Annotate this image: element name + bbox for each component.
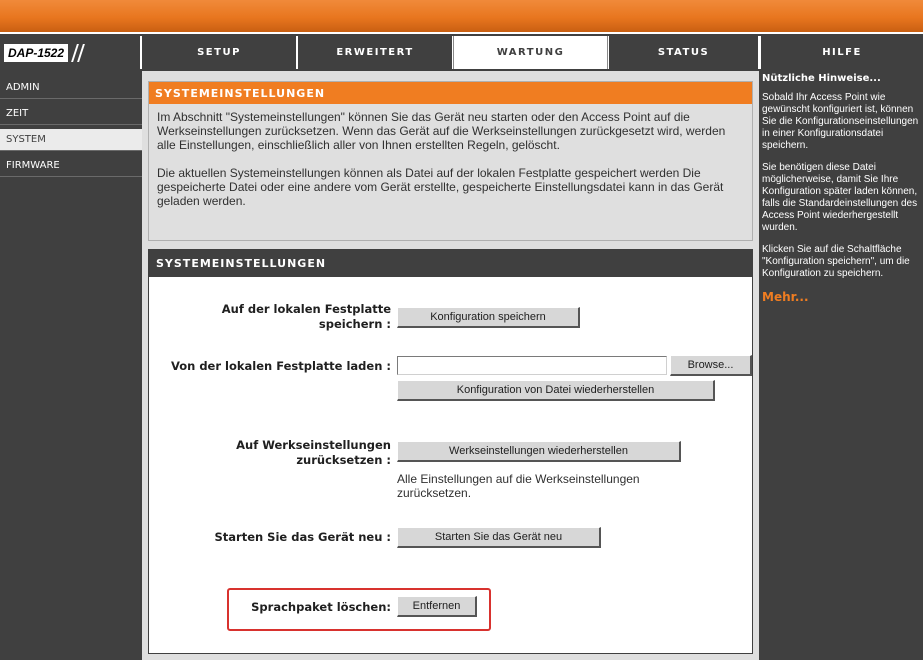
remove-language-pack-button[interactable]: Entfernen xyxy=(397,596,477,617)
intro-text xyxy=(149,104,752,214)
intro-panel xyxy=(148,81,753,241)
intro-paragraph: Im Abschnitt "Systemeinstellungen" können Sie das Gerät neu starten oder den Access Point auf die Werkseinstellungen zurücksetzen. Wenn das Gerät auf die Werkseinstellungen zurückgesetzt wird, werden alle Einstellungen, einschließlich aller von Ihnen erstellten Regeln, gelöscht. xyxy=(157,110,726,152)
factory-reset-label-line: zurücksetzen : xyxy=(296,453,391,467)
top-navigation xyxy=(0,36,923,69)
help-title: Nützliche Hinweise... xyxy=(762,73,881,84)
save-config-label xyxy=(209,302,391,332)
settings-panel xyxy=(148,249,753,654)
browse-button[interactable]: Browse... xyxy=(670,355,752,376)
tab-wartung[interactable]: WARTUNG xyxy=(453,36,608,69)
load-config-label: Von der lokalen Festplatte laden : xyxy=(170,359,391,373)
reboot-button[interactable]: Starten Sie das Gerät neu xyxy=(397,527,601,548)
tab-hilfe[interactable]: HILFE xyxy=(761,36,923,69)
save-config-button[interactable]: Konfiguration speichern xyxy=(397,307,580,328)
settings-title: SYSTEMEINSTELLUNGEN xyxy=(149,250,752,277)
intro-title: SYSTEMEINSTELLUNGEN xyxy=(149,82,752,104)
top-banner xyxy=(0,0,923,34)
help-paragraph: Sobald Ihr Access Point wie gewünscht konfiguriert ist, können Sie die Konfigurationseinstellungen in einer Konfigurationsdatei speichern. xyxy=(762,92,919,151)
sidebar-item-system[interactable]: SYSTEM xyxy=(0,129,142,151)
main-content xyxy=(142,71,759,660)
sidebar-item-admin[interactable]: ADMIN xyxy=(0,77,142,99)
intro-paragraph: Die aktuellen Systemeinstellungen können als Datei auf der lokalen Festplatte gespeichert werden Die gespeicherte Datei oder eine andere vom Gerät erstellte, gespeicherte Einstellungsdatei kann in das Gerät geladen werden. xyxy=(157,166,724,208)
sidebar xyxy=(0,71,142,660)
help-panel xyxy=(759,71,923,660)
tab-status[interactable]: STATUS xyxy=(609,36,758,69)
tab-setup[interactable]: SETUP xyxy=(142,36,296,69)
factory-reset-note: Alle Einstellungen auf die Werkseinstellungen zurücksetzen. xyxy=(397,472,640,500)
language-pack-label: Sprachpaket löschen: xyxy=(251,600,391,614)
save-config-label-line: Auf der lokalen Festplatte xyxy=(221,302,391,316)
factory-reset-label-line: Auf Werkseinstellungen xyxy=(236,438,391,452)
help-paragraph: Klicken Sie auf die Schaltfläche "Konfiguration speichern", um die Konfiguration zu speichern. xyxy=(762,244,910,279)
brand-logo xyxy=(0,36,140,69)
restore-config-button[interactable]: Konfiguration von Datei wiederherstellen xyxy=(397,380,715,401)
help-more-link[interactable]: Mehr... xyxy=(762,290,809,304)
tab-erweitert[interactable]: ERWEITERT xyxy=(298,36,452,69)
sidebar-item-zeit[interactable]: ZEIT xyxy=(0,103,142,125)
model-name: DAP-1522 xyxy=(4,44,68,62)
sidebar-item-firmware[interactable]: FIRMWARE xyxy=(0,155,142,177)
reboot-label: Starten Sie das Gerät neu : xyxy=(214,530,391,544)
factory-reset-label xyxy=(209,438,391,468)
logo-slashes-icon xyxy=(74,44,82,62)
config-file-input[interactable] xyxy=(397,356,667,375)
save-config-label-line: speichern : xyxy=(318,317,391,331)
factory-reset-button[interactable]: Werkseinstellungen wiederherstellen xyxy=(397,441,681,462)
help-paragraph: Sie benötigen diese Datei möglicherweise, damit Sie Ihre Konfiguration später laden können, falls die Standardeinstellungen des Access Point wiederhergestellt wurden. xyxy=(762,162,918,233)
